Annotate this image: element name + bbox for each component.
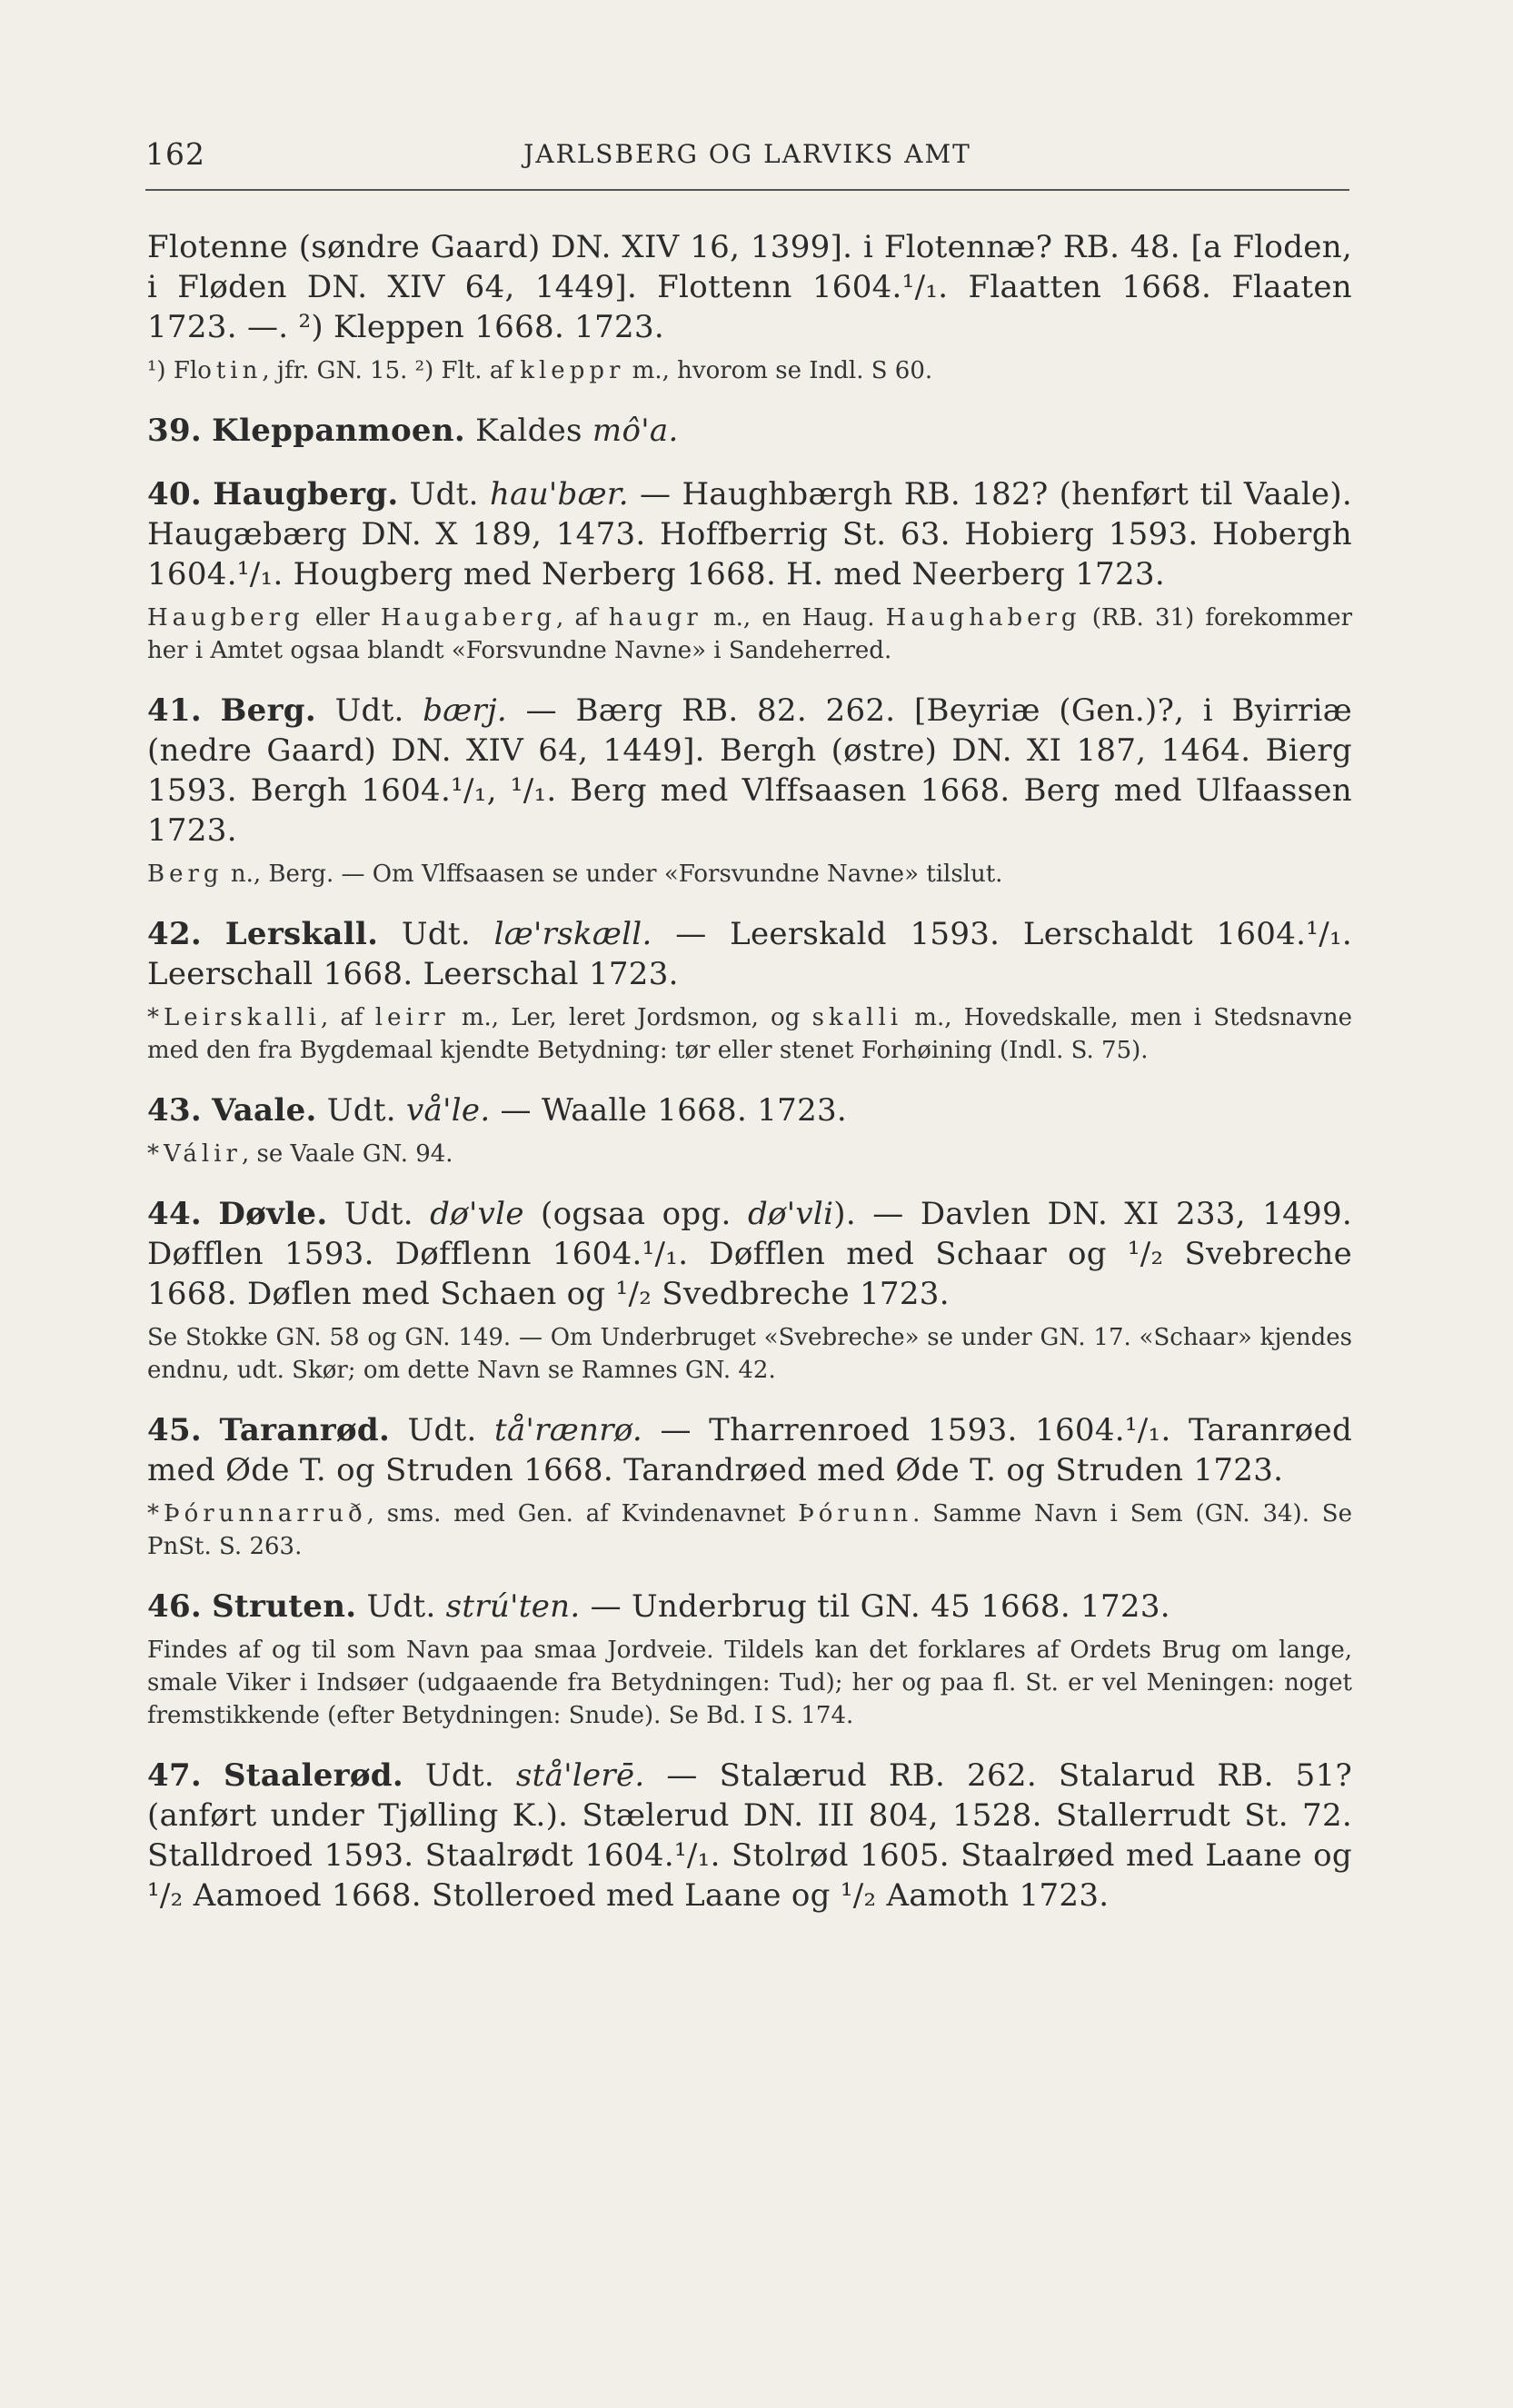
note-44: Se Stokke GN. 58 og GN. 149. — Om Underbruget «Svebreche» se under GN. 17. «Schaar» kjendes endnu, udt. Skør; om dette Navn se Ramnes GN. 42. xyxy=(147,1324,1352,1384)
entry-flotenne: Flotenne (søndre Gaard) DN. XIV 16, 1399]. i Flotennæ? RB. 48. [a Floden, i Fløden DN. XIV 64, 1449]. Flottenn 1604.¹/₁. Flaatten 1668. Flaaten 1723. —. ²) Kleppen 1668. 1723. xyxy=(147,229,1352,345)
headword: Struten. xyxy=(212,1588,357,1625)
entry-47: 47. Staalerød. Udt. stå'lerē. — Stalærud RB. 262. Stalarud RB. 51? (anført under Tjølling K.). Stælerud DN. III 804, 1528. Stallerrudt St. 72. Stalldroed 1593. Staalrødt 1604.¹/₁. Stolrød 1605. Staalrøed med Laane og ¹/₂ Aamoed 1668. Stolleroed med Laane og ¹/₂ Aamoth 1723. xyxy=(147,1757,1352,1914)
note-45: *Þórunnarruð, sms. med Gen. af Kvindenavnet Þórunn. Samme Navn i Sem (GN. 34). Se PnSt. S. 263. xyxy=(147,1500,1352,1560)
pronunciation: bærj. xyxy=(423,692,508,729)
entry-number: 39. xyxy=(147,413,203,449)
headword: Berg. xyxy=(220,692,317,729)
entry-43: 43. Vaale. Udt. vå'le. — Waalle 1668. 1723. xyxy=(147,1092,848,1129)
entry-40: 40. Haugberg. Udt. hau'bær. — Haughbærgh RB. 182? (henført til Vaale). Haugæbærg DN. X 189, 1473. Hoffberrig St. 63. Hobierg 1593. Hobergh 1604.¹/₁. Hougberg med Nerberg 1668. H. med Neerberg 1723. xyxy=(147,476,1352,592)
footnotes-flotenne: ¹) Flotin, jfr. GN. 15. ²) Flt. af kleppr m., hvorom se Indl. S 60. xyxy=(147,357,933,384)
headword: Taranrød. xyxy=(219,1412,391,1448)
note-42: *Leirskalli, af leirr m., Ler, leret Jordsmon, og skalli m., Hovedskalle, men i Stedsnavne med den fra Bygdemaal kjendte Betydning: tør eller stenet Forhøining (Indl. S. 75). xyxy=(147,1004,1353,1064)
entry-42: 42. Lerskall. Udt. læ'rskæll. — Leerskald 1593. Lerschaldt 1604.¹/₁. Leerschall 1668. Leerschal 1723. xyxy=(147,916,1352,992)
headword: Haugberg. xyxy=(213,476,399,512)
entry-46: 46. Struten. Udt. strú'ten. — Underbrug til GN. 45 1668. 1723. xyxy=(147,1588,1170,1625)
pronunciation: læ'rskæll. xyxy=(493,916,652,952)
page-body xyxy=(147,227,1352,1915)
note-40: Haugberg eller Haugaberg, af haugr m., en Haug. Haughaberg (RB. 31) forekommer her i Amtet ogsaa blandt «Forsvundne Navne» i Sandeherred. xyxy=(147,604,1353,664)
pronunciation: dø'vle xyxy=(430,1196,524,1232)
entry-number: 45. xyxy=(147,1412,203,1448)
pronunciation: mô'a. xyxy=(592,413,679,449)
entry-number: 43. xyxy=(147,1092,203,1129)
entry-number: 41. xyxy=(147,692,203,729)
entry-number: 42. xyxy=(147,916,203,952)
pronunciation: vå'le. xyxy=(406,1092,491,1129)
entry-44: 44. Døvle. Udt. dø'vle (ogsaa opg. dø'vli). — Davlen DN. XI 233, 1499. Døfflen 1593. Døfflenn 1604.¹/₁. Døfflen med Schaar og ¹/₂ Svebreche 1668. Døflen med Schaen og ¹/₂ Svedbreche 1723. xyxy=(147,1196,1352,1312)
entry-41: 41. Berg. Udt. bærj. — Bærg RB. 82. 262. [Beyriæ (Gen.)?, i Byirriæ (nedre Gaard) DN. XIV 64, 1449]. Bergh (østre) DN. XI 187, 1464. Bierg 1593. Bergh 1604.¹/₁, ¹/₁. Berg med Vlffsaasen 1668. Berg med Ulfaassen 1723. xyxy=(147,692,1352,849)
note-46: Findes af og til som Navn paa smaa Jordveie. Tildels kan det forklares af Ordets Brug om lange, smale Viker i Indsøer (udgaaende fra Betydningen: Tud); her og paa fl. St. er vel Meningen: noget fremstikkende (efter Betydningen: Snude). Se Bd. I S. 174. xyxy=(147,1637,1352,1729)
running-title: JARLSBERG OG LARVIKS AMT xyxy=(523,139,971,169)
pronunciation: strú'ten. xyxy=(445,1588,581,1625)
pronunciation: hau'bær. xyxy=(489,476,629,512)
entry-number: 47. xyxy=(147,1757,203,1794)
headword: Staalerød. xyxy=(223,1757,404,1794)
entry-number: 44. xyxy=(147,1196,203,1232)
page-header xyxy=(145,136,1349,191)
pronunciation: tå'rænrø. xyxy=(494,1412,643,1448)
pronunciation-alt: dø'vli xyxy=(747,1196,834,1232)
headword: Døvle. xyxy=(218,1196,328,1232)
headword: Lerskall. xyxy=(224,916,379,952)
headword: Kleppanmoen. xyxy=(212,413,466,449)
note-43: *Válir, se Vaale GN. 94. xyxy=(147,1140,453,1168)
entry-45: 45. Taranrød. Udt. tå'rænrø. — Tharrenroed 1593. 1604.¹/₁. Taranrøed med Øde T. og Struden 1668. Tarandrøed med Øde T. og Struden 1723. xyxy=(147,1412,1353,1488)
page-number: 162 xyxy=(145,136,205,172)
headword: Vaale. xyxy=(212,1092,317,1129)
entry-number: 40. xyxy=(147,476,203,512)
entry-39: 39. Kleppanmoen. Kaldes mô'a. xyxy=(147,413,679,449)
header-rule xyxy=(145,189,1349,191)
pronunciation: stå'lerē. xyxy=(515,1757,645,1794)
note-41: Berg n., Berg. — Om Vlffsaasen se under «Forsvundne Navne» tilslut. xyxy=(147,861,1003,888)
entry-number: 46. xyxy=(147,1588,203,1625)
